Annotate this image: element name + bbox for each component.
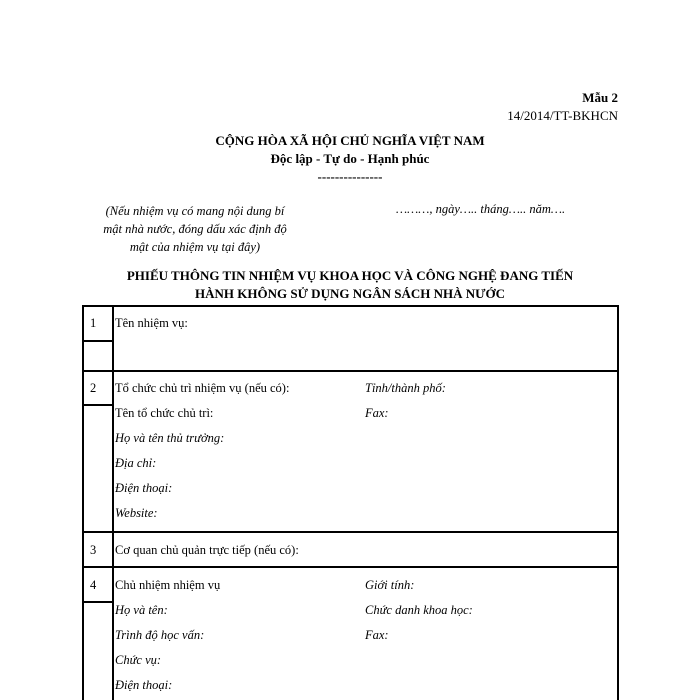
host-org-name-label: Tên tổ chức chủ trì:: [115, 406, 214, 420]
date-line: ………, ngày….. tháng….. năm….: [396, 202, 566, 216]
national-motto: Độc lập - Tự do - Hạnh phúc: [270, 151, 430, 166]
fax-label: Fax:: [365, 406, 389, 420]
table-border-left: [82, 305, 84, 700]
host-org-label: Tổ chức chủ trì nhiệm vụ (nếu có):: [115, 381, 290, 395]
website-label: Website:: [115, 506, 158, 520]
section-number: 4: [90, 578, 97, 592]
number-cell-divider: [82, 404, 113, 406]
country-name: CỘNG HÒA XÃ HỘI CHỦ NGHĨA VIỆT NAM: [215, 133, 485, 148]
column-divider: [112, 305, 114, 700]
education-label: Trình độ học vấn:: [115, 628, 205, 642]
secret-note-line: mật của nhiệm vụ tại đây): [129, 240, 261, 254]
task-name-label: Tên nhiệm vụ:: [115, 316, 188, 330]
head-name-label: Họ và tên thủ trưởng:: [115, 431, 225, 445]
leader-fax-label: Fax:: [365, 628, 389, 642]
motto-divider: ---------------: [317, 169, 383, 184]
circular-reference: 14/2014/TT-BKHCN: [507, 108, 618, 123]
task-leader-label: Chủ nhiệm nhiệm vụ: [115, 578, 221, 592]
address-label: Địa chỉ:: [115, 456, 157, 470]
section-number: 1: [90, 316, 97, 330]
section-number: 3: [90, 543, 97, 557]
gender-label: Giới tính:: [365, 578, 415, 592]
managing-agency-label: Cơ quan chủ quản trực tiếp (nếu có):: [115, 543, 299, 557]
table-border-top: [82, 305, 618, 307]
table-border-right: [617, 305, 619, 700]
form-number: Mẫu 2: [582, 90, 618, 105]
section-number: 2: [90, 381, 97, 395]
secret-note: [80, 202, 310, 256]
position-label: Chức vụ:: [115, 653, 162, 667]
academic-title-label: Chức danh khoa học:: [365, 603, 473, 617]
form-title-line2: HÀNH KHÔNG SỬ DỤNG NGÂN SÁCH NHÀ NƯỚC: [195, 286, 505, 301]
form-title-line1: PHIẾU THÔNG TIN NHIỆM VỤ KHOA HỌC VÀ CÔNG NGHỆ ĐANG TIẾN: [126, 268, 574, 283]
row-divider: [82, 566, 618, 568]
phone-label: Điện thoại:: [115, 481, 173, 495]
row-divider: [82, 370, 618, 372]
number-cell-divider: [82, 601, 113, 603]
leader-phone-label: Điện thoại:: [115, 678, 173, 692]
number-cell-divider: [82, 340, 113, 342]
secret-note-line: (Nếu nhiệm vụ có mang nội dung bí: [105, 204, 285, 218]
secret-note-line: mật nhà nước, đóng dấu xác định độ: [103, 222, 287, 236]
row-divider: [82, 531, 618, 533]
province-label: Tỉnh/thành phố:: [365, 381, 446, 395]
leader-name-label: Họ và tên:: [115, 603, 168, 617]
